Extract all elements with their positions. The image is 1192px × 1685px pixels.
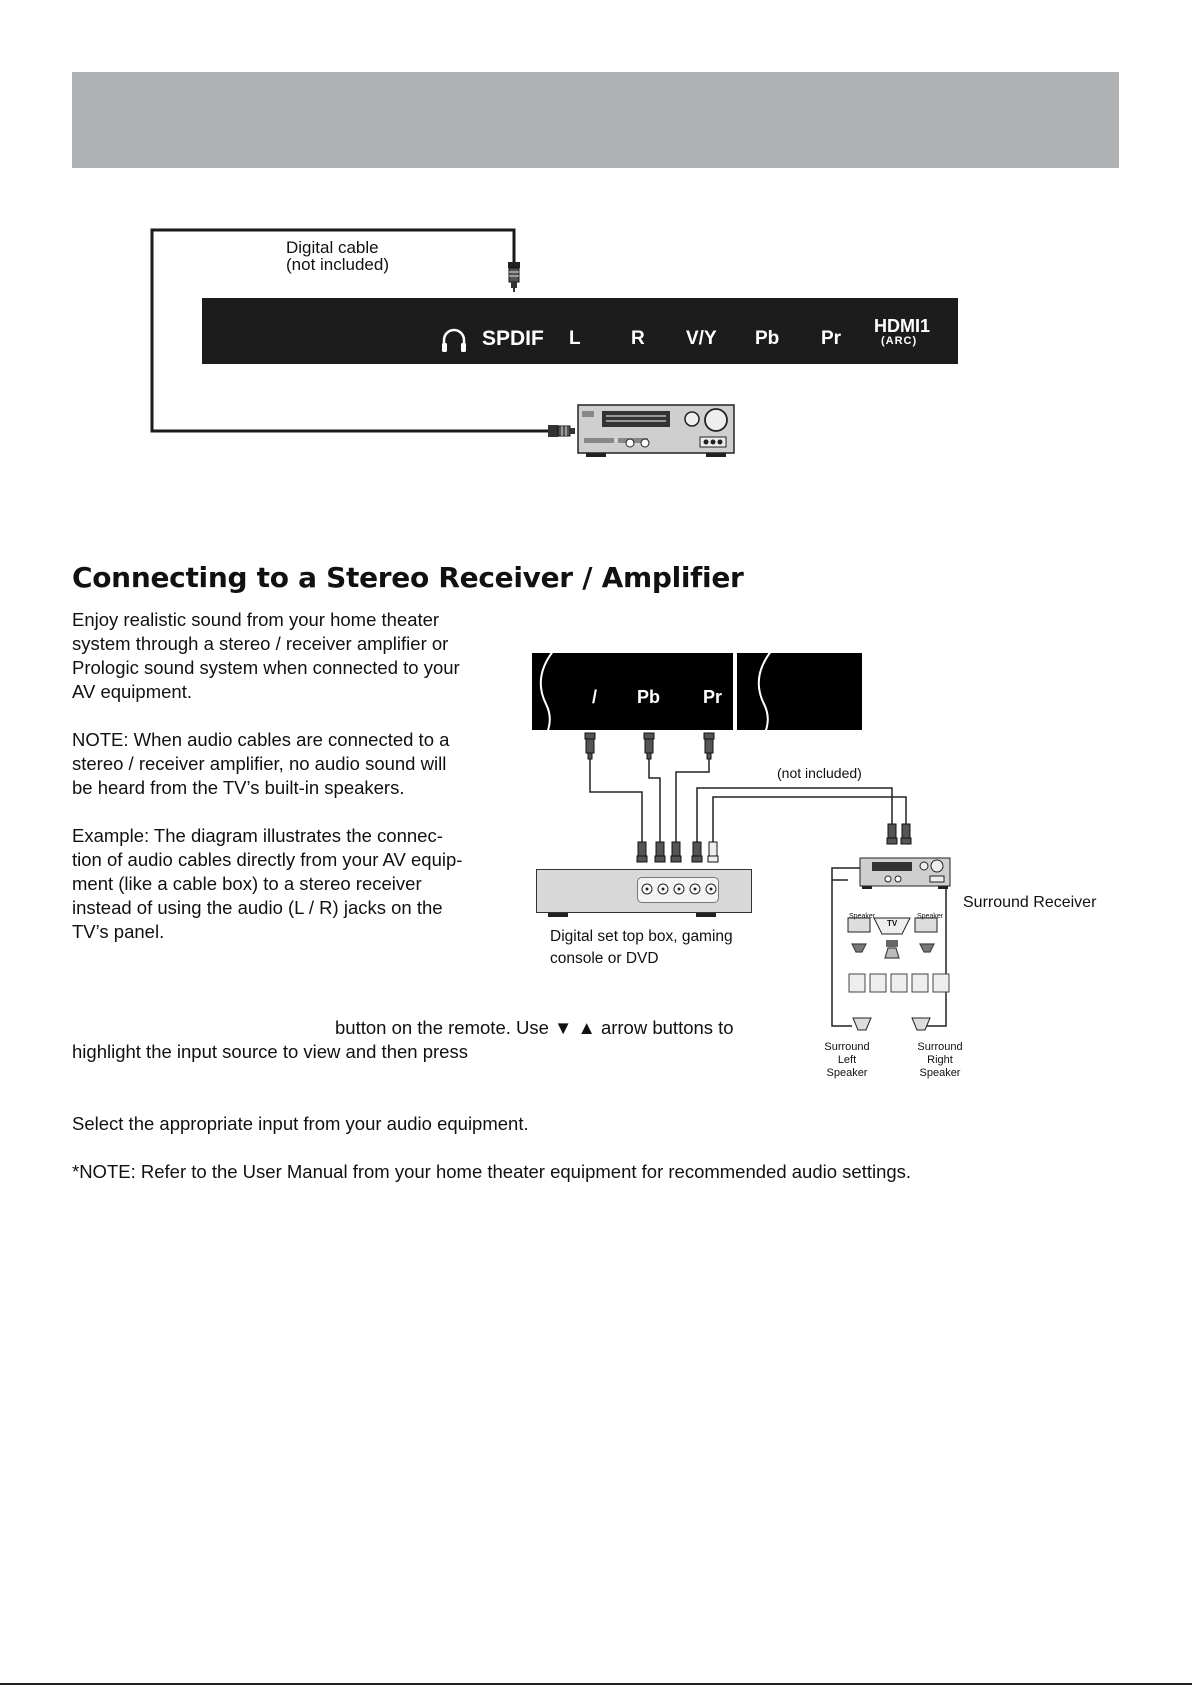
front-right-speaker-label: Speaker	[917, 913, 944, 920]
footnote: *NOTE: Refer to the User Manual from your home theater equipment for recommended audio settings.	[72, 1161, 912, 1182]
port-label-arc: (ARC)	[881, 335, 918, 347]
remote-instruction-line: button on the remote. Use ▼ ▲ arrow buttons to	[335, 1017, 734, 1038]
not-included-label: (not included)	[777, 765, 862, 781]
port-label-l: L	[569, 328, 581, 349]
port-label-spdif: SPDIF	[482, 327, 544, 350]
rca-plug-receiver-icon	[887, 824, 911, 844]
set-top-box-label	[550, 926, 733, 970]
port-label-r: R	[631, 328, 645, 349]
seat-icon	[849, 974, 949, 992]
text-line: instead of using the audio (L / R) jacks on the	[72, 897, 443, 918]
jack-circles-icon	[639, 879, 719, 901]
select-input-line: Select the appropriate input from your audio equipment.	[72, 1113, 529, 1134]
text-line: Digital set top box, gaming	[550, 928, 733, 945]
panel2-label-pr: Pr	[703, 687, 723, 707]
port-label-hdmi1: HDMI1	[874, 316, 931, 336]
port-label-pr: Pr	[821, 328, 842, 349]
surround-left-label	[815, 1041, 879, 1080]
sound-wave-icon	[852, 940, 934, 958]
text-line: Example: The diagram illustrates the connec-	[72, 825, 443, 846]
panel2-label-slash: /	[592, 687, 598, 707]
text-line: NOTE: When audio cables are connected to a	[72, 729, 450, 750]
rear-speaker-icon	[853, 1018, 930, 1030]
port-label-pb: Pb	[755, 328, 780, 349]
section-heading: Connecting to a Stereo Receiver / Amplifier	[72, 561, 744, 594]
text-line: Enjoy realistic sound from your home theater	[72, 609, 440, 630]
surround-receiver-icon	[860, 858, 950, 889]
text-line: console or DVD	[550, 950, 659, 967]
text-line: TV’s panel.	[72, 921, 165, 942]
panel2-label-pb: Pb	[637, 687, 661, 707]
text-line: AV equipment.	[72, 681, 192, 702]
rca-plug-row-icon	[637, 842, 718, 862]
port-label-vy: V/Y	[686, 328, 717, 349]
text-line: Surround Right	[917, 1041, 963, 1066]
tv-small-label: TV	[887, 919, 898, 928]
remote-instruction-line: highlight the input source to view and then press	[72, 1041, 468, 1062]
text-line: stereo / receiver amplifier, no audio sound will	[72, 753, 447, 774]
text-line: system through a stereo / receiver amplifier or	[72, 633, 449, 654]
text-line: tion of audio cables directly from your AV equip-	[72, 849, 463, 870]
front-left-speaker-label: Speaker	[849, 913, 876, 920]
not-included-label: (not included)	[286, 255, 390, 274]
text-line: Speaker	[919, 1067, 961, 1079]
rca-plug-icon	[585, 733, 714, 759]
text-line: Surround Left	[824, 1041, 870, 1066]
text-line: be heard from the TV’s built-in speakers.	[72, 777, 405, 798]
digital-cable-label: Digital cable	[286, 238, 379, 257]
text-line: Speaker	[826, 1067, 868, 1079]
text-line: ment (like a cable box) to a stereo receiver	[72, 873, 422, 894]
surround-receiver-label: Surround Receiver	[963, 894, 1097, 911]
surround-right-label	[904, 1041, 976, 1080]
text-line: Prologic sound system when connected to your	[72, 657, 460, 678]
